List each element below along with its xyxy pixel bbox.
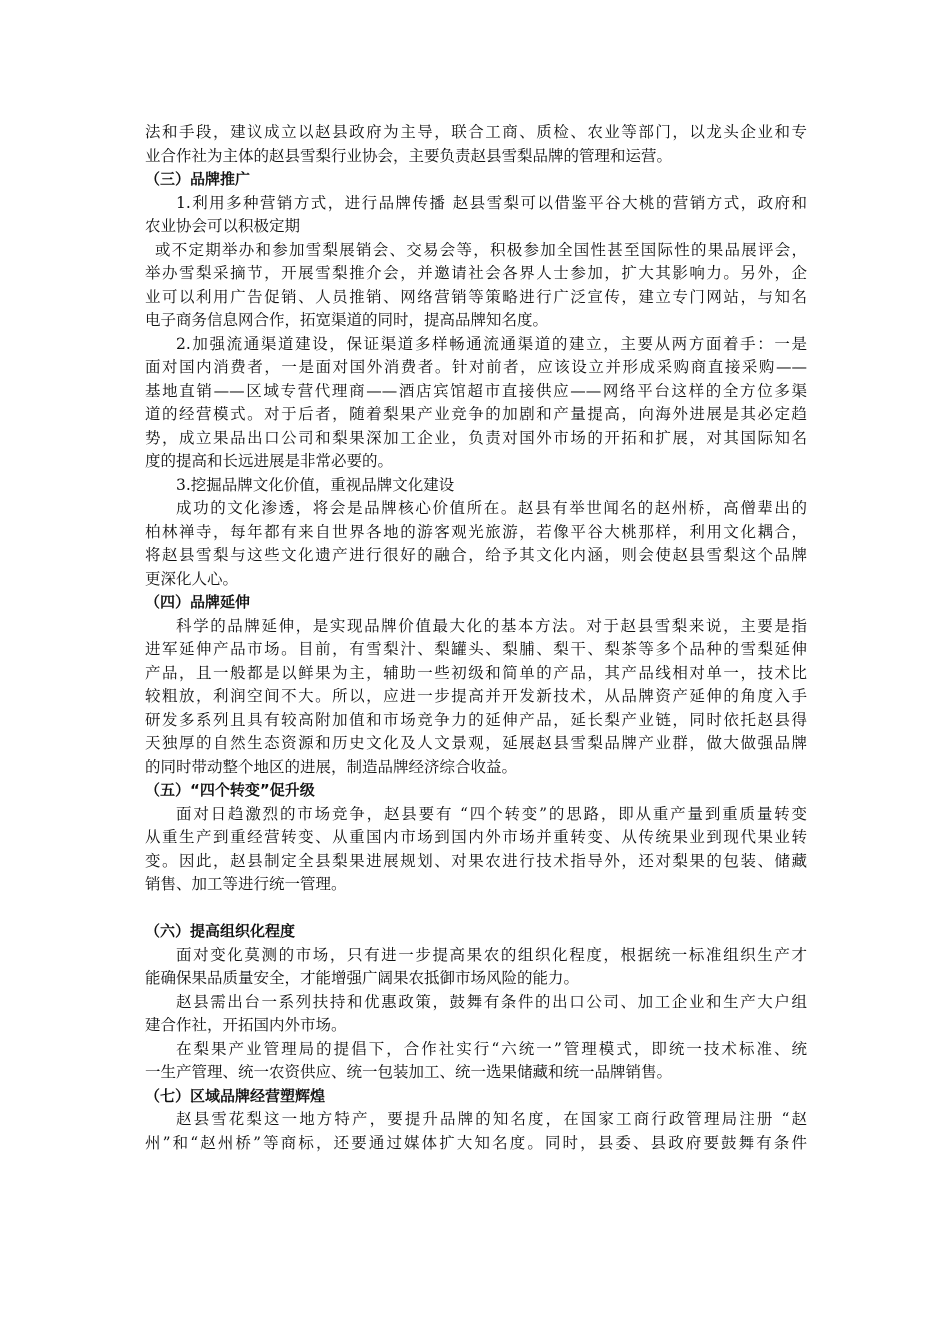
paragraph-line: 变。因此，赵县制定全县梨果进展规划、对果农进行技术指导外，还对梨果的包装、储藏	[145, 851, 807, 870]
paragraph-line: 2.加强流通渠道建设，保证渠道多样畅通流通渠道的建立，主要从两方面着手：一是	[176, 334, 807, 353]
paragraph-line: 柏林禅寺，每年都有来自世界各地的游客观光旅游，若像平谷大桃那样，利用文化耦合，	[145, 522, 807, 541]
paragraph-line: 更深化人心。	[145, 569, 239, 588]
paragraph-line: 在梨果产业管理局的提倡下，合作社实行“六统一”管理模式，即统一技术标准、统	[176, 1039, 807, 1058]
paragraph-line: 面对变化莫测的市场，只有进一步提高果农的组织化程度，根据统一标准组织生产才	[176, 945, 807, 964]
document-body	[145, 121, 807, 1155]
paragraph-line: 举办雪梨采摘节，开展雪梨推介会，并邀请社会各界人士参加，扩大其影响力。另外，企	[145, 264, 807, 282]
paragraph-line: 赵县需出台一系列扶持和优惠政策，鼓舞有条件的出口公司、加工企业和生产大户组	[176, 992, 807, 1011]
section-heading: （三）品牌推广	[145, 170, 251, 188]
paragraph-line: 农业协会可以积极定期	[145, 217, 301, 235]
paragraph-line: 赵县雪花梨这一地方特产，要提升品牌的知名度，在国家工商行政管理局注册 “赵	[176, 1110, 807, 1128]
paragraph-line: 1.利用多种营销方式，进行品牌传播 赵县雪梨可以借鉴平谷大桃的营销方式，政府和	[176, 193, 807, 212]
paragraph-line: 的同时带动整个地区的进展，制造品牌经济综合收益。	[145, 757, 518, 776]
section-heading: （六）提高组织化程度	[145, 922, 296, 940]
paragraph-line: 法和手段，建议成立以赵县政府为主导，联合工商、质检、农业等部门，以龙头企业和专	[145, 123, 807, 141]
paragraph-line: 科学的品牌延伸，是实现品牌价值最大化的基本方法。对于赵县雪梨来说，主要是指	[176, 616, 807, 635]
paragraph-line: 将赵县雪梨与这些文化遗产进行很好的融合，给予其文化内涵，则会使赵县雪梨这个品牌	[145, 546, 807, 564]
paragraph-line: 进军延伸产品市场。目前，有雪梨汁、梨罐头、梨脯、梨干、梨茶等多个品种的雪梨延伸	[145, 640, 807, 658]
paragraph-line: 业可以利用广告促销、人员推销、网络营销等策略进行广泛宣传，建立专门网站，与知名	[145, 287, 807, 306]
section-heading: （四）品牌延伸	[145, 593, 251, 611]
paragraph-line: 面对日趋激烈的市场竞争，赵县要有 “四个转变”的思路，即从重产量到重质量转变	[176, 804, 807, 823]
paragraph-line: 研发多系列且具有较高附加值和市场竞争力的延伸产品，延长梨产业链，同时依托赵县得	[145, 710, 807, 729]
paragraph-line: 成功的文化渗透，将会是品牌核心价值所在。赵县有举世闻名的赵州桥，高僧辈出的	[176, 499, 807, 517]
subsection-title: 3.挖掘品牌文化价值，重视品牌文化建设	[176, 475, 455, 494]
paragraph-line: 基地直销——区域专营代理商——酒店宾馆超市直接供应——网络平台这样的全方位多渠	[145, 381, 807, 400]
paragraph-line: 较粗放，利润空间不大。所以，应进一步提高并开发新技术，从品牌资产延伸的角度入手	[145, 687, 807, 705]
paragraph-line: 或不定期举办和参加雪梨展销会、交易会等，积极参加全国性甚至国际性的果品展评会，	[155, 240, 807, 259]
section-heading: （五）“四个转变”促升级	[145, 781, 315, 799]
paragraph-line: 从重生产到重经营转变、从重国内市场到国内外市场并重转变、从传统果业到现代果业转	[145, 828, 807, 846]
blank-line	[145, 897, 807, 921]
paragraph-line: 面对国内消费者，一是面对国外消费者。针对前者，应该设立并形成采购商直接采购——	[145, 358, 807, 376]
section-heading: （七）区域品牌经营塑辉煌	[145, 1086, 326, 1105]
paragraph-line: 天独厚的自然生态资源和历史文化及人文景观，延展赵县雪梨品牌产业群，做大做强品牌	[145, 734, 807, 752]
paragraph-line: 道的经营模式。对于后者，随着梨果产业竞争的加剧和产量提高，向海外进展是其必定趋	[145, 405, 807, 423]
paragraph-line: 产品，且一般都是以鲜果为主，辅助一些初级和简单的产品，其产品线相对单一，技术比	[145, 663, 807, 682]
paragraph-line: 州”和“赵州桥”等商标，还要通过媒体扩大知名度。同时，县委、县政府要鼓舞有条件	[145, 1133, 807, 1152]
paragraph-line: 销售、加工等进行统一管理。	[145, 875, 347, 893]
paragraph-line: 一生产管理、统一农资供应、统一包装加工、统一选果储藏和统一品牌销售。	[145, 1063, 673, 1081]
paragraph-line: 势，成立果品出口公司和梨果深加工企业，负责对国外市场的开拓和扩展，对其国际知名	[145, 428, 807, 447]
paragraph-line: 度的提高和长远进展是非常必要的。	[145, 452, 394, 470]
paragraph-line: 业合作社为主体的赵县雪梨行业协会，主要负责赵县雪梨品牌的管理和运营。	[145, 146, 673, 165]
paragraph-line: 建合作社，开拓国内外市场。	[145, 1016, 347, 1034]
paragraph-line: 能确保果品质量安全，才能增强广阔果农抵御市场风险的能力。	[145, 969, 580, 987]
paragraph-line: 电子商务信息网合作，拓宽渠道的同时，提高品牌知名度。	[145, 311, 549, 329]
